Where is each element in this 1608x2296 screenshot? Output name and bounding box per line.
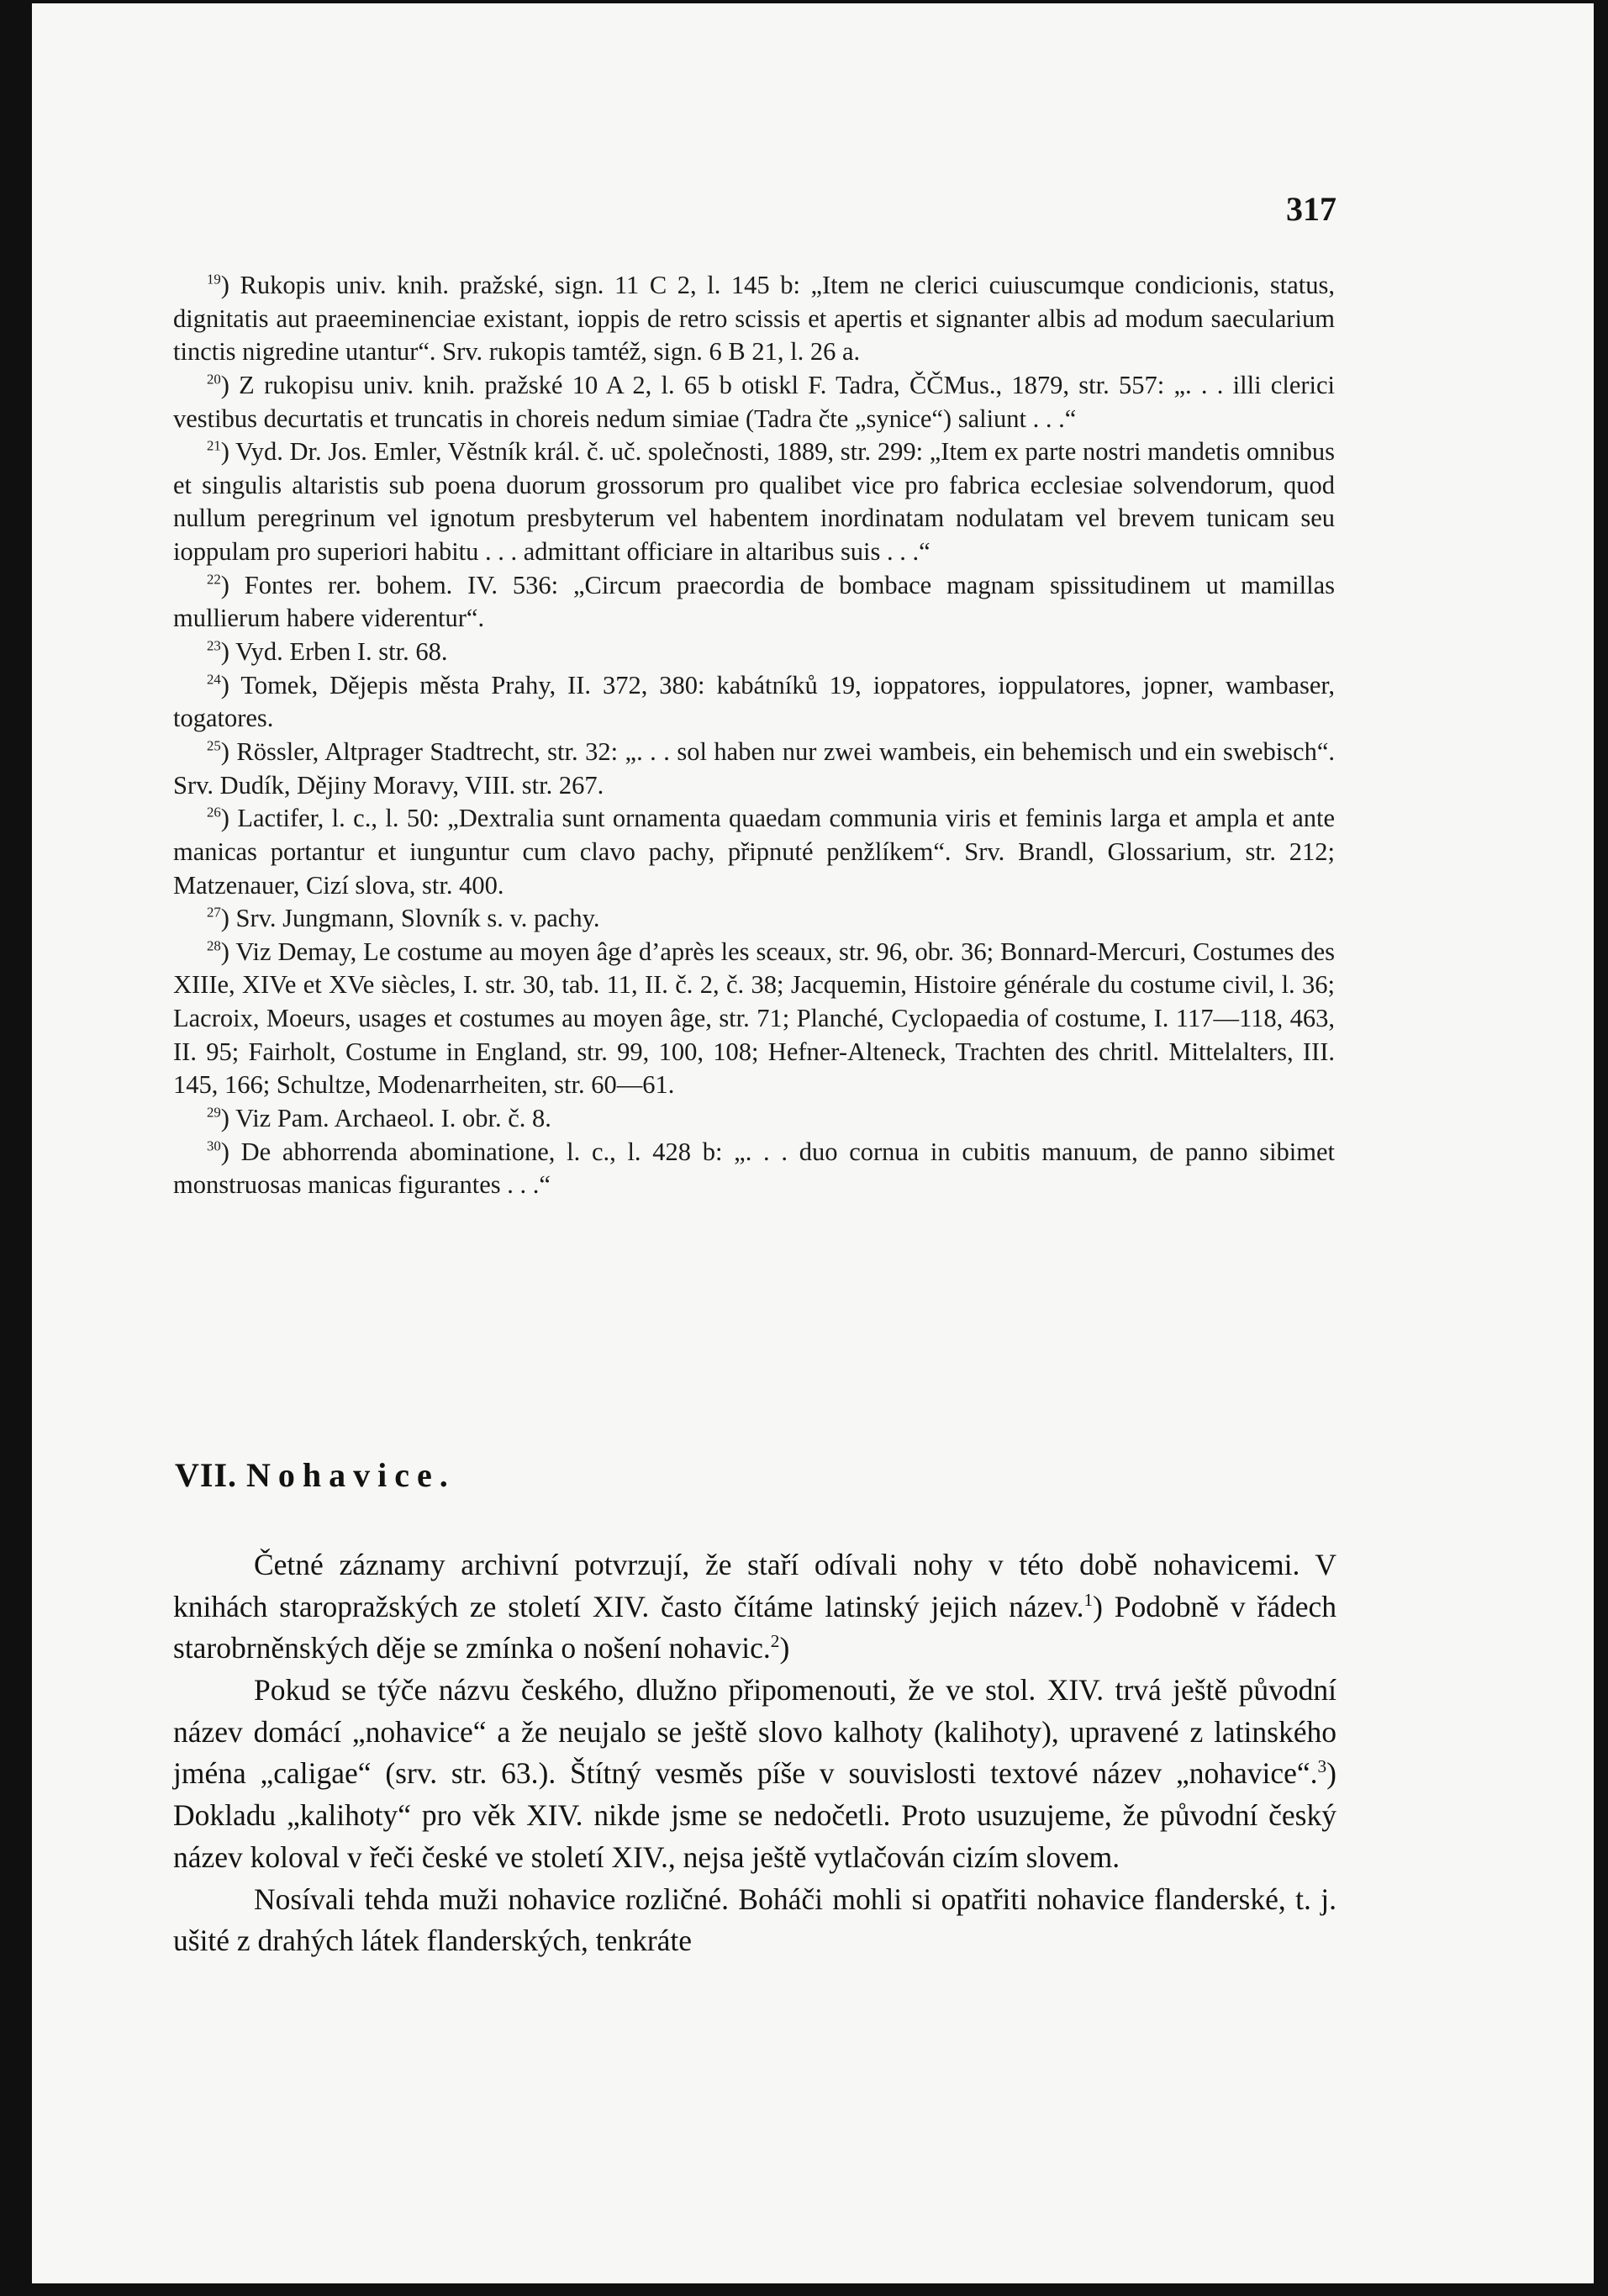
footnote-text: ) Fontes rer. bohem. IV. 536: „Circum praecordia de bombace magnam spissitudinem ut mamillas mullierum habere viderentur“. xyxy=(173,570,1335,633)
footnote xyxy=(173,736,1335,802)
footnote-text: ) Viz Pam. Archaeol. I. obr. č. 8. xyxy=(220,1104,551,1133)
footnote-text: ) Srv. Jungmann, Slovník s. v. pachy. xyxy=(220,904,600,933)
footnote xyxy=(173,802,1335,902)
footnote-marker: 22 xyxy=(207,571,221,588)
chapter-number: VII. xyxy=(175,1456,238,1494)
book-page xyxy=(32,3,1594,2283)
footnote xyxy=(173,435,1335,569)
paragraph-text: ) xyxy=(779,1631,790,1665)
footnote-ref: 3 xyxy=(1317,1756,1327,1777)
paragraph-text: Pokud se týče názvu českého, dlužno připomenouti, že ve stol. XIV. trvá ještě původní název domácí „nohavice“ a že neujalo se ještě slovo kalhoty (kalihoty), upravené z latinského jména „caligae“ (srv. str. 63.). Štítný vesměs píše v souvislosti textové název „nohavice“. xyxy=(173,1673,1336,1791)
chapter-title: Nohavice. xyxy=(246,1456,456,1494)
footnote-marker: 25 xyxy=(207,737,221,754)
footnote-text: ) Lactifer, l. c., l. 50: „Dextralia sunt ornamenta quaedam communia viris et feminis larga et ampla et ante manicas portantur et iunguntur cum clavo pachy, připnuté penžlíkem“. Srv. Brandl, Glossarium, str. 212; Matzenauer, Cizí slova, str. 400. xyxy=(173,804,1335,900)
footnote xyxy=(173,569,1335,636)
footnote-text: ) Tomek, Dějepis města Prahy, II. 372, 380: kabátníků 19, ioppatores, ioppulatores, jopner, wambaser, togatores. xyxy=(173,670,1335,733)
footnote-marker: 24 xyxy=(207,670,221,687)
footnote-text: ) Vyd. Erben I. str. 68. xyxy=(220,637,448,667)
footnote-marker: 19 xyxy=(207,271,221,288)
footnote xyxy=(173,669,1335,736)
footnote-marker: 30 xyxy=(207,1137,221,1153)
page-number: 317 xyxy=(1286,190,1336,228)
footnote-marker: 26 xyxy=(207,804,221,821)
footnote-marker: 27 xyxy=(207,904,221,921)
footnote-text: ) Viz Demay, Le costume au moyen âge d’après les sceaux, str. 96, obr. 36; Bonnard-Mercuri, Costumes des XIIIe, XIVe et XVe siècles, I. str. 30, tab. 11, II. č. 2, č. 38; Jacquemin, Histoire générale du costume civil, l. 36; Lacroix, Moeurs, usages et costumes au moyen âge, str. 71; Planché, Cyclopaedia of costume, I. 117—118, 463, II. 95; Fairholt, Costume in England, str. 99, 100, 108; Hefner-Alteneck, Trachten des chritl. Mittelalters, III. 145, 166; Schultze, Modenarrheiten, str. 60—61. xyxy=(173,937,1335,1100)
paragraph-text: ) Dokladu „kalihoty“ pro věk XIV. nikde jsme se nedočetli. Proto usuzujeme, že původní český název koloval v řeči české ve století XIV., nejsa ještě vytlačován cizím slovem. xyxy=(173,1756,1336,1874)
footnote xyxy=(173,636,1335,669)
chapter-heading xyxy=(175,1455,1335,1495)
footnote-marker: 20 xyxy=(207,371,221,388)
footnote-text: ) Rössler, Altprager Stadtrecht, str. 32: „. . . sol haben nur zwei wambeis, ein behemisch und ein swebisch“. Srv. Dudík, Dějiny Moravy, VIII. str. 267. xyxy=(173,736,1335,800)
paragraph-text: ) Podobně v řádech starobrněnských děje se zmínka o nošení nohavic. xyxy=(173,1589,1337,1665)
footnote-text: ) Vyd. Dr. Jos. Emler, Věstník král. č. uč. společnosti, 1889, str. 299: „Item ex parte nostri mandetis omnibus et singulis altaristis sub poena duorum grossorum pro qualibet vice pro fabrica ecclesiae solvendorum, quod nullum peregrinum vel ignotum presbyterum vel habentem inordinatam nodulatam vel brevem tunicam seu ioppulam pro superiori habitu . . . admittant officiare in altaribus suis . . .“ xyxy=(173,437,1335,567)
footnote-text: ) De abhorrenda abominatione, l. c., l. 428 b: „. . . duo cornua in cubitis manuum, de panno sibimet monstruosas manicas figurantes . . .“ xyxy=(173,1137,1335,1200)
paragraph-text: Nosívali tehda muži nohavice rozličné. Boháči mohli si opatřiti nohavice flanderské, t. j. ušité z drahých látek flanderských, tenkráte xyxy=(173,1882,1336,1958)
footnote xyxy=(173,902,1335,936)
footnote-text: ) Z rukopisu univ. knih. pražské 10 A 2, l. 65 b otiskl F. Tadra, ČČMus., 1879, str. 557: „. . . illi clerici vestibus decurtatis et truncatis in choreis nedum simiae (Tadra čte „synice“) saliunt . . .“ xyxy=(173,370,1335,433)
footnotes xyxy=(173,269,1335,1202)
footnote xyxy=(173,1136,1335,1202)
footnote-text: ) Rukopis univ. knih. pražské, sign. 11 C 2, l. 145 b: „Item ne clerici cuiuscumque condicionis, status, dignitatis aut praeeminenciae existant, ioppis de retro scissis et apertis et signanter albis ad modum saecularium tinctis nigredine utantur“. Srv. rukopis tamtéž, sign. 6 B 21, l. 26 a. xyxy=(173,271,1335,367)
footnote-marker: 28 xyxy=(207,937,221,954)
footnote-marker: 29 xyxy=(207,1104,221,1121)
footnote-ref: 2 xyxy=(770,1631,780,1652)
footnote xyxy=(173,269,1335,369)
chapter-body xyxy=(173,1544,1336,1962)
paragraph xyxy=(173,1879,1336,1962)
paragraph-text: Četné záznamy archivní potvrzují, že staří odívali nohy v této době nohavicemi. V knihách staropražských ze století XIV. často čítáme latinský jejich název. xyxy=(173,1548,1336,1623)
footnote xyxy=(173,936,1335,1102)
footnote-ref: 1 xyxy=(1083,1589,1094,1610)
footnote xyxy=(173,369,1335,435)
paragraph xyxy=(173,1670,1336,1878)
footnote xyxy=(173,1102,1335,1136)
footnote-marker: 23 xyxy=(207,637,221,654)
paragraph xyxy=(173,1544,1336,1670)
footnote-marker: 21 xyxy=(207,437,221,454)
